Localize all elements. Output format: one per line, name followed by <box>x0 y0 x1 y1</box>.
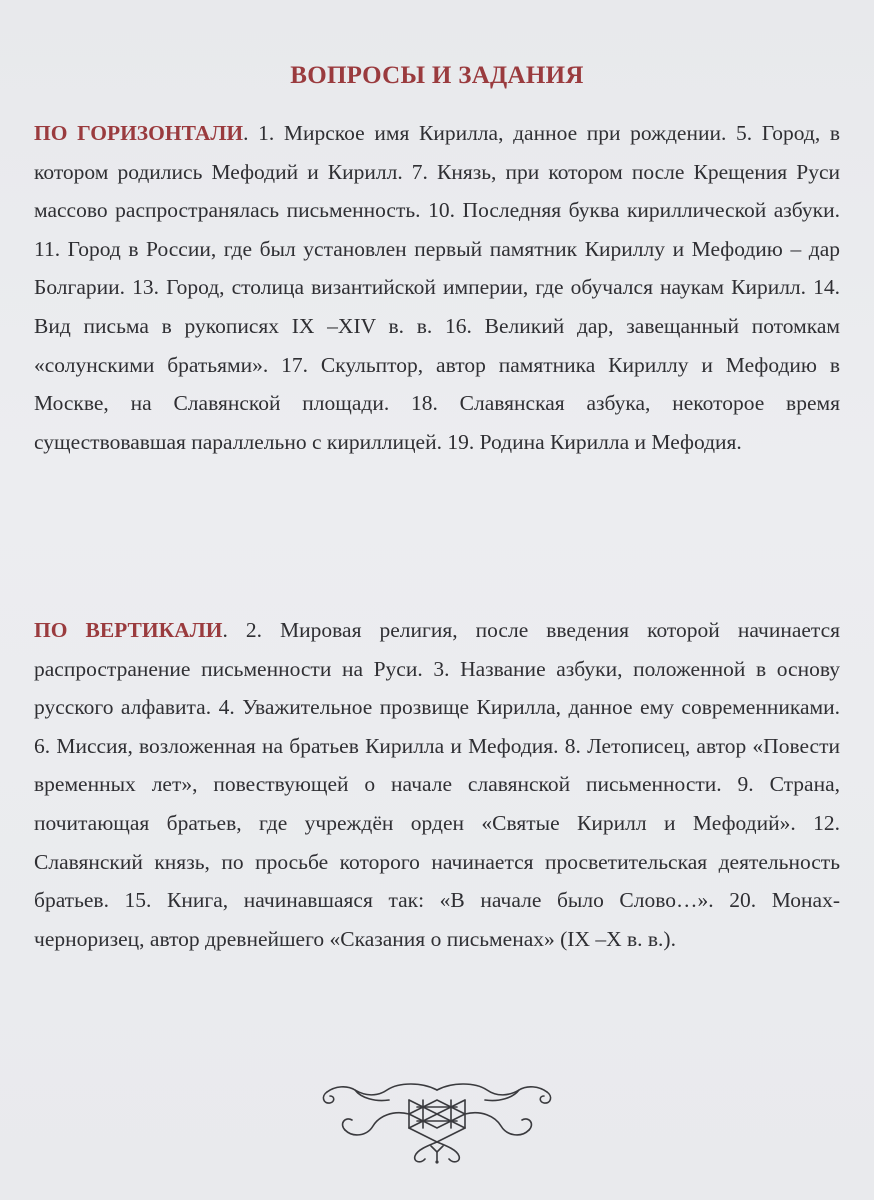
knot-ornament-icon <box>317 1080 557 1164</box>
section-label-horizontal: ПО ГОРИЗОНТАЛИ <box>34 121 244 145</box>
page-title: ВОПРОСЫ И ЗАДАНИЯ <box>290 62 584 89</box>
section-vertical <box>34 611 840 958</box>
section-text-vertical: . 2. Мировая религия, после введения которой начинается распространение письменности на Руси. 3. Название азбуки, положенной в основу русского алфавита. 4. Уважительное прозвище Кирилла, данное ему современниками. 6. Миссия, возложенная на братьев Кирилла и Мефодия. 8. Летописец, автор «Повести временных лет», повествующей о начале славянской письменности. 9. Страна, почитающая братьев, где учреждён орден «Святые Кирилл и Мефодий». 12. Славянский князь, по просьбе которого начинается просветительская деятельность братьев. 15. Книга, начинавшаяся так: «В начале было Слово…». 20. Монах-черноризец, автор древнейшего «Сказания о письменах» (IX –X в. в.). <box>34 618 841 951</box>
section-text-horizontal: . 1. Мирское имя Кирилла, данное при рождении. 5. Город, в котором родились Мефодий и Кирилл. 7. Князь, при котором после Крещения Руси массово распространялась письменность. 10. Последняя буква кириллической азбуки. 11. Город в России, где был установлен первый памятник Кириллу и Мефодию – дар Болгарии. 13. Город, столица византийской империи, где обучался наукам Кирилл. 14. Вид письма в рукописях IX –XIV в. в. 16. Великий дар, завещанный потомкам «солунскими братьями». 17. Скульптор, автор памятника Кириллу и Мефодию в Москве, на Славянской площади. 18. Славянская азбука, некоторое время существовавшая параллельно с кириллицей. 19. Родина Кирилла и Мефодия. <box>34 121 840 454</box>
section-horizontal <box>34 114 840 461</box>
section-label-vertical: ПО ВЕРТИКАЛИ <box>34 618 223 642</box>
